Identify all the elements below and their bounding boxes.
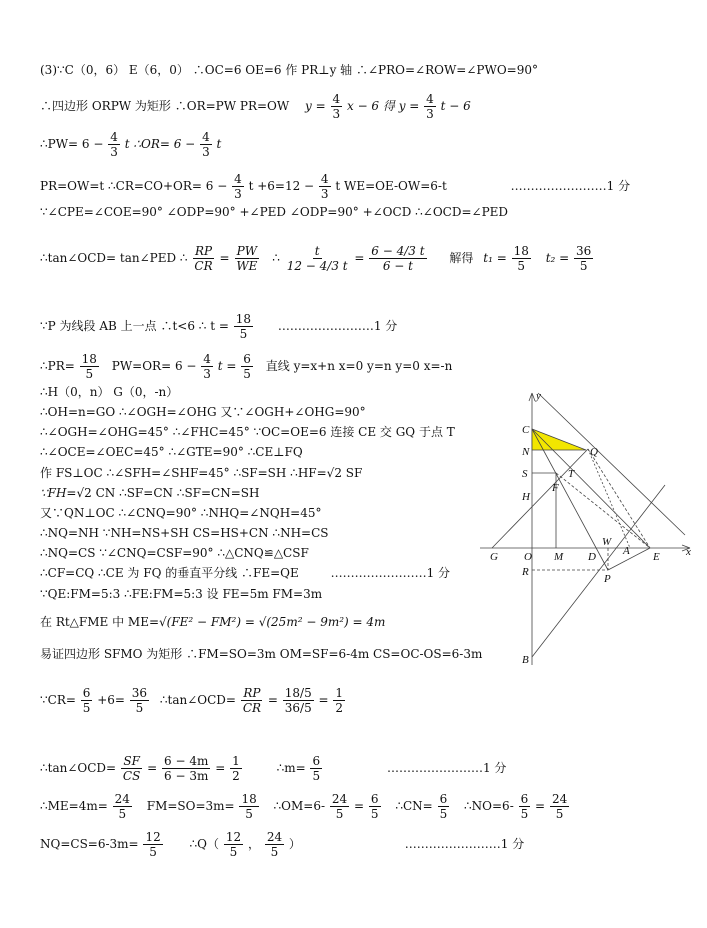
line-25-nq: NQ=CS=6-3m= [40, 837, 139, 851]
line-8 [40, 352, 452, 381]
line-22 [40, 686, 346, 715]
sqrt-expr-1: √(FE² − FM²) [159, 615, 242, 629]
line-16: ∴NQ=NH ∵NH=NS+SH CS=HS+CN ∴NH=CS [40, 526, 329, 540]
fraction-24-5: $\frac{24}{5}$ [266, 830, 283, 859]
line-4-mid: t +6=12 − [248, 179, 315, 193]
line-6-solve: 解得 [449, 251, 474, 265]
line-13-text: 作 FS⊥OC ∴∠SFH=∠SHF=45° ∴SF=SH ∴HF= [40, 466, 327, 480]
line-6-tan: ∴tan∠OCD= tan∠PED ∴ [40, 251, 188, 265]
highlight-triangle [532, 429, 586, 450]
line-24-om: ∴OM=6- [273, 799, 326, 813]
equals: = [241, 615, 259, 629]
equals: = [318, 693, 329, 707]
line-21: 易证四边形 SFMO 为矩形 ∴FM=SO=3m OM=SF=6-4m CS=OC-OS=6-3m [40, 647, 483, 661]
line-1: (3)∵C（0，6） E（6，0） ∴OC=6 OE=6 作 PR⊥y 轴 ∴∠PRO=∠ROW=∠PWO=90° [40, 63, 538, 77]
line-24-me: ∴ME=4m= [40, 799, 108, 813]
fraction-18-5: $\frac{18}{5}$ [81, 352, 97, 381]
fraction-m: $\frac{6 - 4m}{6 - 3m}$ [164, 754, 209, 783]
line-14-fh: ∵FH= [40, 486, 77, 500]
line-2 [40, 92, 471, 121]
label-s: S [522, 468, 528, 480]
t2-label: t₂ = [545, 251, 570, 265]
line-8-pw: PW=OR= 6 − [111, 359, 197, 373]
fraction-4-3: $\frac{4}{3}$ [234, 172, 242, 201]
fraction-nested: $\frac{18/5}{36/5}$ [284, 686, 312, 715]
line-7 [40, 312, 397, 341]
label-x: x [686, 546, 691, 558]
label-e: E [653, 551, 660, 563]
line-gq [492, 449, 588, 548]
fraction-18-5: $\frac{18}{5}$ [241, 792, 257, 821]
fraction-rp-cr: $\frac{RP}{CR}$ [194, 244, 213, 273]
fraction-6-5: $\frac{6}{5}$ [312, 754, 321, 783]
line-ab [532, 485, 665, 657]
label-d: D [588, 551, 596, 563]
fraction-sf-cs: $\frac{SF}{CS}$ [122, 754, 141, 783]
label-q: Q [590, 446, 598, 458]
upper-line [538, 393, 685, 535]
line-20-text: 在 Rt△FME 中 ME= [40, 615, 160, 629]
label-y: y [536, 390, 541, 402]
line-5: ∵∠CPE=∠COE=90° ∠ODP=90° +∠PED ∠ODP=90° +∠OCD ∴∠OCD=∠PED [40, 205, 509, 219]
line-2-text: ∴四边形 ORPW 为矩形 ∴OR=PW PR=OW [40, 99, 290, 113]
line-24-no: ∴NO=6- [464, 799, 514, 813]
fraction-6-5: $\frac{6}{5}$ [520, 792, 529, 821]
score-5: ……………………1 分 [404, 837, 525, 851]
line-3-or: t ∴OR= 6 − [124, 137, 196, 151]
label-h: H [522, 491, 530, 503]
fraction-12-5: $\frac{12}{5}$ [225, 830, 242, 859]
line-6-therefore: ∴ [272, 251, 280, 265]
line-4 [40, 172, 630, 201]
line-19: ∵QE:FM=5:3 ∴FE:FM=5:3 设 FE=5m FM=3m [40, 587, 323, 601]
line-13 [40, 465, 362, 481]
line-4-cr: PR=OW=t ∴CR=CO+OR= 6 − [40, 179, 228, 193]
line-22-plus: +6= [97, 693, 125, 707]
label-o: O [524, 551, 532, 563]
line-23-m: ∴m= [276, 761, 306, 775]
score-2: ……………………1 分 [277, 319, 398, 333]
line-2-x: x − 6 得 y = [346, 99, 424, 113]
fraction-36-5: $\frac{36}{5}$ [131, 686, 148, 715]
fraction-6-5: $\frac{6}{5}$ [370, 792, 379, 821]
score-4: ……………………1 分 [386, 761, 507, 775]
score-3: ……………………1 分 [330, 566, 451, 580]
fraction-24-5: $\frac{24}{5}$ [331, 792, 348, 821]
line-2-y: y = [305, 99, 330, 113]
fraction-big-left: $\frac{t}{12 - 4/3 t}$ [286, 244, 348, 273]
close-paren: ） [288, 837, 301, 851]
fraction-12-5: $\frac{12}{5}$ [145, 830, 161, 859]
fraction-36-5: $\frac{36}{5}$ [576, 244, 592, 273]
label-p: P [604, 573, 611, 585]
comma: ， [247, 837, 260, 851]
line-11: ∴∠OGH=∠OHG=45° ∴∠FHC=45° ∵OC=OE=6 连接 CE 交 GQ 于点 T [40, 425, 455, 439]
fraction-4-3: $\frac{4}{3}$ [320, 172, 329, 201]
label-r: R [522, 566, 529, 578]
line-25 [40, 830, 524, 859]
sqrt-expr-2: √(25m² − 9m²) [258, 615, 349, 629]
fraction-4-3: $\frac{4}{3}$ [426, 92, 434, 121]
label-t: T [568, 468, 575, 480]
fraction-pw-we: $\frac{PW}{WE}$ [236, 244, 258, 273]
fraction-6-5: $\frac{6}{5}$ [243, 352, 251, 381]
line-22-cr: ∵CR= [40, 693, 76, 707]
equals: = [147, 761, 158, 775]
equals: = [215, 761, 226, 775]
label-m: M [554, 551, 564, 563]
line-18-text: ∴CF=CQ ∴CE 为 FQ 的垂直平分线 ∴FE=QE [40, 566, 299, 580]
fraction-big-right: $\frac{6 - 4/3 t}{6 - t}$ [371, 244, 425, 273]
line-22-tan: ∴tan∠OCD= [159, 693, 236, 707]
line-8-t: t = [217, 359, 237, 373]
label-f: F [552, 482, 559, 494]
equals: = [267, 693, 278, 707]
line-15: 又∵QN⊥OC ∴∠CNQ=90° ∴NHQ=∠NQH=45° [40, 506, 322, 520]
fraction-4-3: $\frac{4}{3}$ [203, 352, 211, 381]
line-25-q: ∴Q（ [189, 837, 220, 851]
label-n: N [522, 446, 530, 458]
fraction-4-3: $\frac{4}{3}$ [110, 130, 118, 159]
line-18 [40, 565, 450, 581]
t1-label: t₁ = [483, 251, 507, 265]
label-w: W [602, 536, 612, 548]
line-14 [40, 485, 259, 501]
line-9: ∴H（0，n） G（0，-n） [40, 385, 179, 399]
line-17: ∴NQ=CS ∵∠CNQ=CSF=90° ∴△CNQ≌△CSF [40, 546, 309, 560]
fraction-6-5: $\frac{6}{5}$ [82, 686, 91, 715]
label-b: B [522, 654, 529, 666]
line-2-t: t − 6 [440, 99, 471, 113]
fraction-1-2: $\frac{1}{2}$ [232, 754, 240, 783]
line-23-tan: ∴tan∠OCD= [40, 761, 117, 775]
label-a: A [623, 545, 630, 557]
equals: = [354, 799, 365, 813]
fraction-4-3: $\frac{4}{3}$ [202, 130, 210, 159]
line-23 [40, 754, 506, 783]
fraction-6-5: $\frac{6}{5}$ [439, 792, 448, 821]
fraction-1-2: $\frac{1}{2}$ [335, 686, 344, 715]
line-24 [40, 792, 570, 821]
line-10: ∴OH=n=GO ∴∠OGH=∠OHG 又∵∠OGH+∠OHG=90° [40, 405, 366, 419]
line-12: ∴∠OCE=∠OEC=45° ∴∠GTE=90° ∴CE⊥FQ [40, 445, 303, 459]
line-3 [40, 130, 221, 159]
geometry-figure [480, 385, 695, 675]
line-6: ∴tan∠OCD= tan∠PED ∴ $\frac{RP}{CR}$ = $\frac{PW}{WE}$ ∴ $\frac{t}{12 - 4/3 t}$ = $\frac{6 - 4/3 t}{6 - t}$ 解得 t₁ = $\frac{18}{5}$ t₂ = $\frac{36}{5}$ [40, 244, 592, 273]
line-7-text: ∵P 为线段 AB 上一点 ∴t<6 ∴ t = [40, 319, 229, 333]
line-20-result: = 4m [348, 615, 386, 629]
score-1: ……………………1 分 [510, 179, 631, 193]
line-14-text: CN ∴SF=CN ∴SF=CN=SH [91, 486, 260, 500]
label-c: C [522, 424, 530, 436]
line-8-pr: ∴PR= [40, 359, 75, 373]
equals: = [535, 799, 546, 813]
line-8-line: 直线 y=x+n x=0 y=n y=0 x=-n [265, 359, 453, 373]
line-4-we: t WE=OE-OW=6-t [335, 179, 447, 193]
line-24-cn: ∴CN= [395, 799, 433, 813]
line-24-fm: FM=SO=3m= [146, 799, 235, 813]
fraction-rp-cr: $\frac{RP}{CR}$ [242, 686, 262, 715]
sqrt-two: √2 [326, 466, 342, 480]
line-3-t: t [216, 137, 222, 151]
fraction-4-3: $\frac{4}{3}$ [332, 92, 341, 121]
line-3-pw: ∴PW= 6 − [40, 137, 104, 151]
line-13-sf: SF [341, 466, 363, 480]
line-20 [40, 614, 385, 630]
label-g: G [490, 551, 498, 563]
fraction-18-5: $\frac{18}{5}$ [513, 244, 529, 273]
fraction-18-5: $\frac{18}{5}$ [235, 312, 252, 341]
fraction-24-5: $\frac{24}{5}$ [551, 792, 568, 821]
sqrt-two: √2 [76, 486, 92, 500]
fraction-24-5: $\frac{24}{5}$ [114, 792, 130, 821]
